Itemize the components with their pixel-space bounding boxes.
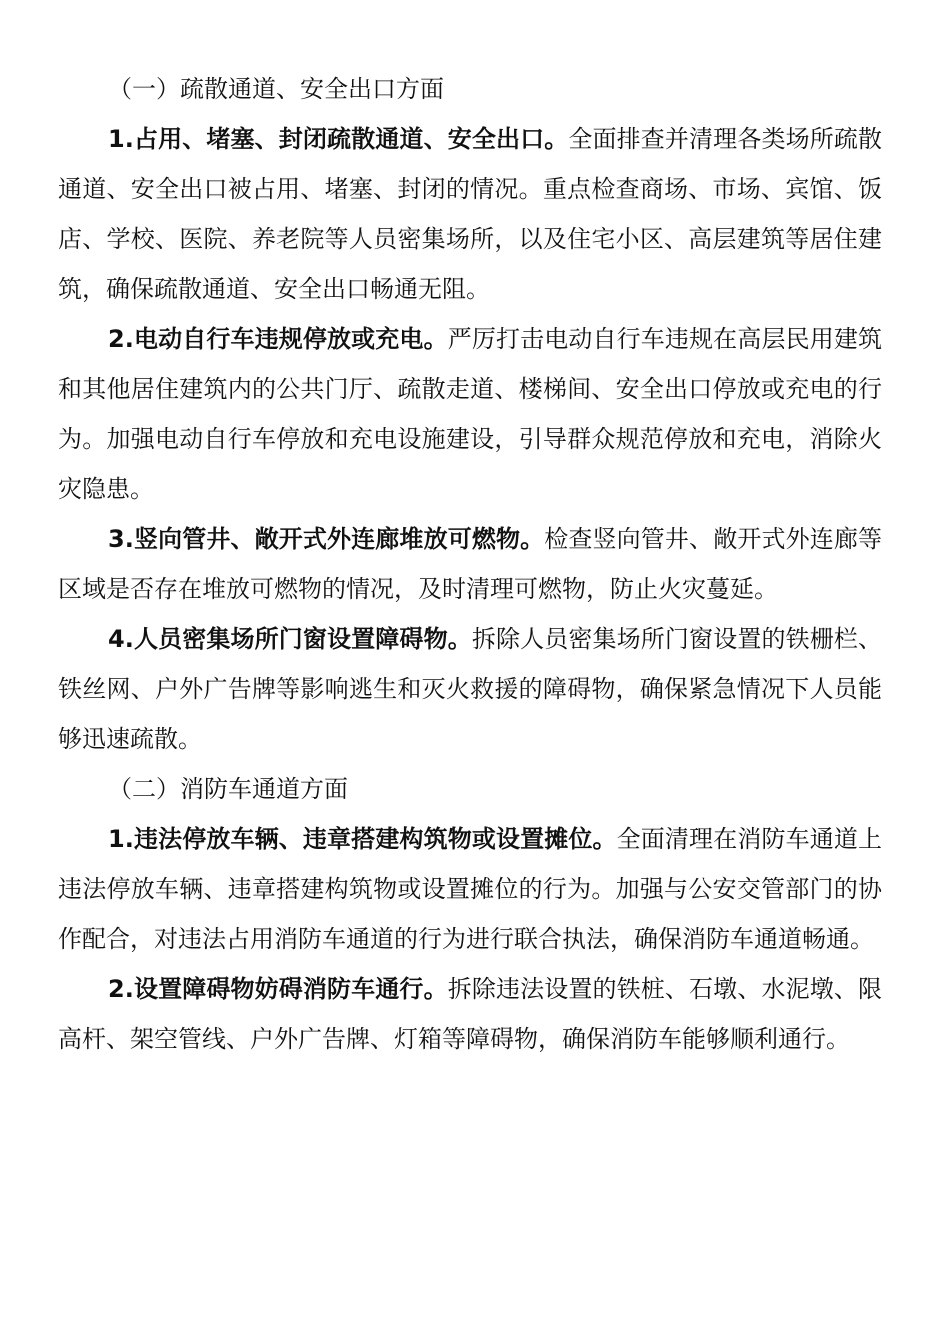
item-text: 检查竖向管井、敞开式外连廊等区域是否存在堆放可燃物的情况，及时清理可燃物，防止火灾蔓延。 <box>58 525 882 603</box>
paragraph-item <box>58 514 882 614</box>
item-lead: 3.竖向管井、敞开式外连廊堆放可燃物。 <box>108 525 545 553</box>
item-text: 拆除人员密集场所门窗设置的铁栅栏、铁丝网、户外广告牌等影响逃生和灭火救援的障碍物，确保紧急情况下人员能够迅速疏散。 <box>58 625 882 753</box>
item-lead: 2.设置障碍物妨碍消防车通行。 <box>108 975 448 1003</box>
item-text: 拆除违法设置的铁桩、石墩、水泥墩、限高杆、架空管线、户外广告牌、灯箱等障碍物，确保消防车能够顺利通行。 <box>58 975 882 1053</box>
item-lead: 2.电动自行车违规停放或充电。 <box>108 325 448 353</box>
item-lead: 4.人员密集场所门窗设置障碍物。 <box>108 625 472 653</box>
paragraph-item <box>58 614 882 764</box>
paragraph-item <box>58 814 882 964</box>
document-body <box>58 64 882 1064</box>
item-lead: 1.违法停放车辆、违章搭建构筑物或设置摊位。 <box>108 825 617 853</box>
item-text: 严厉打击电动自行车违规在高层民用建筑和其他居住建筑内的公共门厅、疏散走道、楼梯间、安全出口停放或充电的行为。加强电动自行车停放和充电设施建设，引导群众规范停放和充电，消除火灾隐患。 <box>58 325 882 503</box>
paragraph-item <box>58 314 882 514</box>
section-heading-evacuation: （一）疏散通道、安全出口方面 <box>108 75 444 103</box>
paragraph-item <box>58 964 882 1064</box>
paragraph-item <box>58 114 882 314</box>
item-text: 全面排查并清理各类场所疏散通道、安全出口被占用、堵塞、封闭的情况。重点检查商场、市场、宾馆、饭店、学校、医院、养老院等人员密集场所，以及住宅小区、高层建筑等居住建筑，确保疏散通道、安全出口畅通无阻。 <box>58 125 882 303</box>
item-text: 全面清理在消防车通道上违法停放车辆、违章搭建构筑物或设置摊位的行为。加强与公安交管部门的协作配合，对违法占用消防车通道的行为进行联合执法，确保消防车通道畅通。 <box>58 825 883 953</box>
item-lead: 1.占用、堵塞、封闭疏散通道、安全出口。 <box>108 125 569 153</box>
section-heading-fire-lane: （二）消防车通道方面 <box>108 775 348 803</box>
